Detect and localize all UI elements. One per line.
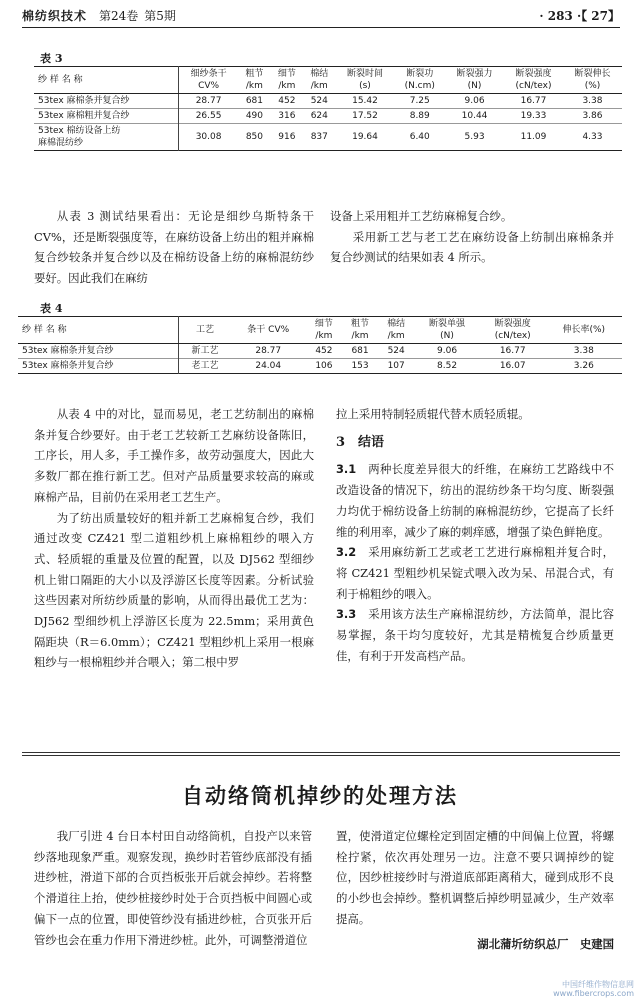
running-header — [22, 4, 620, 26]
table3-cell: 524 — [303, 94, 335, 109]
table4-cell: 524 — [378, 344, 414, 359]
table3-cell: 53tex 麻棉粗并复合纱 — [34, 109, 179, 124]
table4-cell: 16.77 — [480, 344, 546, 359]
table3-header-row — [34, 67, 622, 94]
table3-row — [34, 109, 622, 124]
table3-cell: 10.44 — [445, 109, 504, 124]
table4-row — [18, 344, 622, 359]
watermark — [553, 980, 634, 998]
table4-cell: 3.26 — [546, 359, 622, 374]
volume: 第24卷 — [99, 8, 139, 23]
article2-right-column — [336, 826, 614, 954]
table4-header-cell: 断裂单强 (N) — [414, 317, 480, 344]
item-text: 采用该方法生产麻棉混纺纱，方法简单，混比容易掌握，条干均匀度较好，尤其是精梳复合纱质量更佳，有利于开发高档产品。 — [336, 607, 614, 663]
table3-row — [34, 124, 622, 151]
table3-header-cell: 断裂时间 (s) — [336, 67, 395, 94]
table3-cell: 3.38 — [563, 94, 622, 109]
table4 — [18, 316, 622, 374]
conclusion-item-1 — [336, 459, 614, 542]
conclusion-item-2 — [336, 542, 614, 604]
table3-cell: 9.06 — [445, 94, 504, 109]
journal-name: 棉纺织技术 — [22, 8, 88, 23]
table3-cell: 26.55 — [179, 109, 239, 124]
header-rule — [22, 27, 620, 28]
table4-header-cell: 伸长率(%) — [546, 317, 622, 344]
table3-cell: 8.89 — [394, 109, 445, 124]
table4-header-cell: 棉结 /km — [378, 317, 414, 344]
table3-cell: 681 — [238, 94, 270, 109]
table3-cell: 16.77 — [504, 94, 563, 109]
table4-cell: 106 — [306, 359, 342, 374]
table3-cell: 5.93 — [445, 124, 504, 151]
paragraph-table4-intro: 采用新工艺与老工艺在麻纺设备上纺制出麻棉条并复合纱测试的结果如表 4 所示。 — [330, 229, 614, 265]
section-heading-conclusion: 3 结语 — [336, 434, 385, 450]
table3-header-cell: 纱 样 名 称 — [34, 67, 179, 94]
table4-cell: 16.07 — [480, 359, 546, 374]
table3-cell: 28.77 — [179, 94, 239, 109]
table3-cell: 837 — [303, 124, 335, 151]
table3-cell: 916 — [271, 124, 303, 151]
table3-cell: 30.08 — [179, 124, 239, 151]
table3-cell: 6.40 — [394, 124, 445, 151]
table4-header-cell: 断裂强度 (cN/tex) — [480, 317, 546, 344]
table4-cell: 53tex 麻棉条并复合纱 — [18, 344, 179, 359]
item-number: 3.1 — [336, 462, 357, 477]
table4-cell: 107 — [378, 359, 414, 374]
table4-cell: 3.38 — [546, 344, 622, 359]
table3-cell: 53tex 麻棉条并复合纱 — [34, 94, 179, 109]
table3-header-cell: 断裂强力 (N) — [445, 67, 504, 94]
table3-cell: 15.42 — [336, 94, 395, 109]
table4-header-cell: 细节 /km — [306, 317, 342, 344]
table3 — [34, 66, 622, 151]
paragraph-comparison: 从表 4 中的对比，显而易见，老工艺纺制出的麻棉条并复合纱要好。由于老工艺较新工艺麻纺设备陈旧，工序长，用人多，手工操作多，故劳动强度大，因此大多数厂都在推行新工艺。但对产品质量要求较高的麻或麻棉产品，目前仍在采用老工艺生产。 — [34, 407, 314, 504]
paragraph-optimal-process: 为了纺出质量较好的粗并新工艺麻棉复合纱，我们通过改变 CZ421 型二道粗纱机上麻棉粗纱的喂入方式、轻质辊的重量及位置的配置，以及 DJ562 型细纱机上钳口隔距的大小以及浮游区长度等因素。分析试验这些因素对所纺纱质量的影响，从而得出最优工艺为：DJ562 型细纱机上浮游区长度为 22.5mm；采用黄色隔距块（R＝6.0mm）；CZ421 型粗纱机上采用一根麻粗纱与一根棉粗纱并合喂入；第二根中罗 — [34, 510, 314, 670]
table4-cell: 新工艺 — [179, 344, 231, 359]
section-divider — [22, 752, 620, 753]
table3-cell: 624 — [303, 109, 335, 124]
right-column-top — [330, 206, 614, 268]
article2-paragraph-continued: 置，使滑道定位螺栓定到固定槽的中间偏上位置，将螺栓拧紧，依次再处理另一边。注意不要只调掉纱的锭位，因纱桩接纱时与滑道底部距离稍大，碰到成形不良的小纱也会掉纱。整机调整后掉纱明显减少，生产效率提高。 — [336, 829, 614, 926]
table4-cell: 24.04 — [231, 359, 306, 374]
article2-left-column — [34, 826, 312, 950]
table3-header-cell: 断裂伸长 (%) — [563, 67, 622, 94]
conclusion-item-3 — [336, 604, 614, 666]
table3-cell: 19.64 — [336, 124, 395, 151]
author-line: 湖北蒲圻纺织总厂 史建国 — [477, 936, 614, 951]
table3-cell: 7.25 — [394, 94, 445, 109]
table3-header-cell: 细节 /km — [271, 67, 303, 94]
table3-cell: 3.86 — [563, 109, 622, 124]
left-column-bottom — [34, 404, 314, 673]
table4-cell: 681 — [342, 344, 378, 359]
table3-header-cell: 粗节 /km — [238, 67, 270, 94]
item-text: 两种长度差异很大的纤维，在麻纺工艺路线中不改造设备的情况下，纺出的混纺纱条干均匀度、断裂强力均优于棉纺设备上纺制的麻棉混纺纱，它提高了长纤维的利用率，减少了麻的刺痒感，增强了染色鲜艳度。 — [336, 462, 614, 539]
article2-paragraph: 我厂引进 4 台日本村田自动络筒机，自投产以来管纱落地现象严重。观察发现，换纱时若管纱底部没有插进纱桩，滑道下部的合页挡板张开后就会掉纱。若将整个滑道往上抬，使纱桩接纱时处于合页挡板中间圆心或偏下一点的位置，即使管纱没有插进纱桩，合页张开后管纱也会在重力作用下滑进纱桩。此外，可调整滑道位 — [34, 829, 312, 947]
table3-cell: 53tex 棉纺设备上纺 麻棉混纺纱 — [34, 124, 179, 151]
paragraph-continued: 设备上采用粗并工艺纺麻棉复合纱。 — [330, 209, 513, 223]
table4-header-cell: 条干 CV% — [231, 317, 306, 344]
table3-cell: 850 — [238, 124, 270, 151]
watermark-line1: 中国纤维作物信息网 — [562, 980, 634, 989]
table3-caption: 表 3 — [40, 52, 63, 65]
watermark-line2: www.fibercrops.com — [553, 989, 634, 998]
table4-header-cell: 粗节 /km — [342, 317, 378, 344]
paragraph-table3-discussion: 从表 3 测试结果看出：无论是细纱乌斯特条干 CV%，还是断裂强度等，在麻纺设备上纺出的粗并麻棉复合纱较条并复合纱以及在棉纺设备上纺的麻棉混纺纱要好。因此我们在麻纺 — [34, 209, 314, 286]
table3-row — [34, 94, 622, 109]
paragraph-continued-2: 拉上采用特制轻质辊代替木质轻质辊。 — [336, 407, 530, 421]
table3-cell: 11.09 — [504, 124, 563, 151]
table3-header-cell: 断裂功 (N.cm) — [394, 67, 445, 94]
table3-cell: 19.33 — [504, 109, 563, 124]
table4-cell: 老工艺 — [179, 359, 231, 374]
table3-header-cell: 细纱条干 CV% — [179, 67, 239, 94]
table3-cell: 490 — [238, 109, 270, 124]
table3-header-cell: 棉结 /km — [303, 67, 335, 94]
table4-header-row — [18, 317, 622, 344]
page-number: · 283 ·【 27】 — [539, 8, 620, 23]
article-title: 自动络筒机掉纱的处理方法 — [182, 784, 458, 808]
table4-cell: 153 — [342, 359, 378, 374]
left-column-top — [34, 206, 314, 289]
item-text: 采用麻纺新工艺或老工艺进行麻棉粗并复合时，将 CZ421 型粗纱机呆锭式喂入改为呆、吊混合式，有利于棉粗纱的喂入。 — [336, 545, 614, 601]
table4-caption: 表 4 — [40, 302, 63, 315]
table4-header-cell: 工艺 — [179, 317, 231, 344]
table3-cell: 4.33 — [563, 124, 622, 151]
item-number: 3.2 — [336, 545, 357, 560]
table3-cell: 452 — [271, 94, 303, 109]
table4-cell: 9.06 — [414, 344, 480, 359]
right-column-bottom — [336, 404, 614, 666]
table3-header-cell: 断裂强度 (cN/tex) — [504, 67, 563, 94]
table3-cell: 17.52 — [336, 109, 395, 124]
table4-header-cell: 纱 样 名 称 — [18, 317, 179, 344]
table4-cell: 28.77 — [231, 344, 306, 359]
table3-cell: 316 — [271, 109, 303, 124]
section-divider — [22, 755, 620, 756]
table4-cell: 452 — [306, 344, 342, 359]
table4-row — [18, 359, 622, 374]
issue: 第5期 — [144, 8, 176, 23]
table4-cell: 8.52 — [414, 359, 480, 374]
item-number: 3.3 — [336, 607, 357, 622]
table4-cell: 53tex 麻棉条并复合纱 — [18, 359, 179, 374]
